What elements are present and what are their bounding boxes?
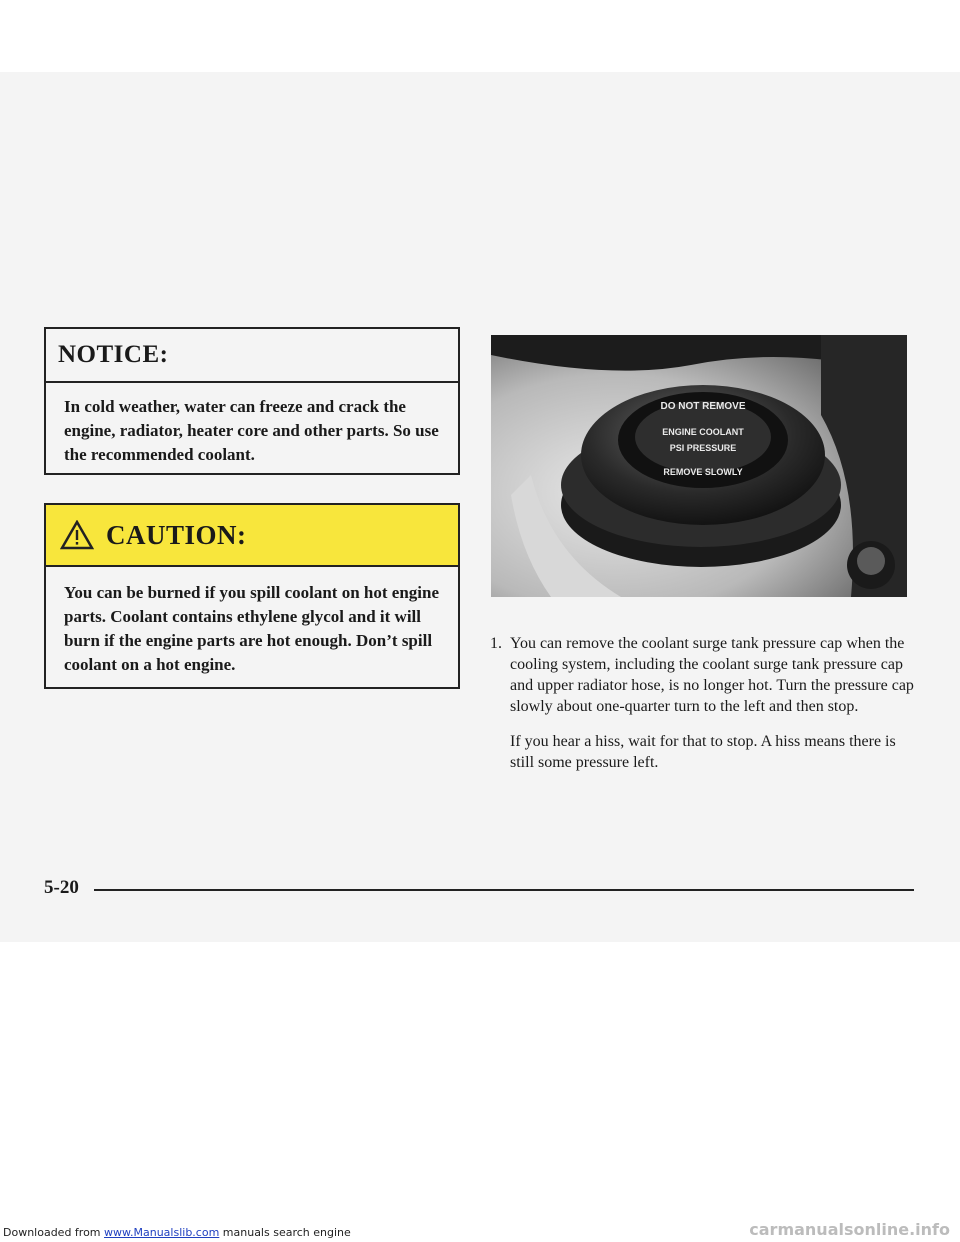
- footer-rule: [94, 889, 914, 891]
- page-number: 5-20: [44, 877, 79, 898]
- site-watermark: carmanualsonline.info: [749, 1220, 950, 1239]
- step-number: 1.: [490, 635, 502, 652]
- notice-title: NOTICE:: [58, 341, 169, 368]
- notice-box: [44, 327, 460, 475]
- banner-prefix: Downloaded from: [3, 1226, 101, 1239]
- cap-text-ring: REMOVE SLOWLY: [663, 467, 743, 477]
- cap-text-mid: ENGINE COOLANT: [662, 427, 744, 437]
- caution-title: CAUTION:: [106, 519, 247, 550]
- warning-triangle-icon: [60, 520, 94, 550]
- cap-text-top: DO NOT REMOVE: [660, 401, 746, 412]
- step-followup-text: If you hear a hiss, wait for that to stop. A hiss means there is still some pressure left.: [510, 733, 896, 771]
- step-1: [490, 633, 920, 717]
- caution-box: [44, 503, 460, 689]
- step-text: You can remove the coolant surge tank pressure cap when the cooling system, including the coolant surge tank pressure cap and upper radiator hose, is no longer hot. Turn the pressure cap slowly about one-quarter turn to the left and then stop.: [510, 635, 914, 715]
- cap-text-bottom: PSI PRESSURE: [669, 443, 737, 453]
- download-banner: [3, 1226, 351, 1239]
- coolant-cap-photo: [491, 335, 907, 597]
- notice-body: In cold weather, water can freeze and crack the engine, radiator, heater core and other parts. So use the recommended coolant.: [64, 397, 439, 464]
- banner-suffix: manuals search engine: [222, 1226, 351, 1239]
- notice-header: [46, 329, 458, 383]
- manualslib-link[interactable]: www.Manualslib.com: [104, 1226, 220, 1239]
- caution-body: You can be burned if you spill coolant on hot engine parts. Coolant contains ethylene glycol and it will burn if the engine parts are hot enough. Don’t spill coolant on a hot engine.: [64, 583, 440, 674]
- caution-header: [46, 505, 458, 567]
